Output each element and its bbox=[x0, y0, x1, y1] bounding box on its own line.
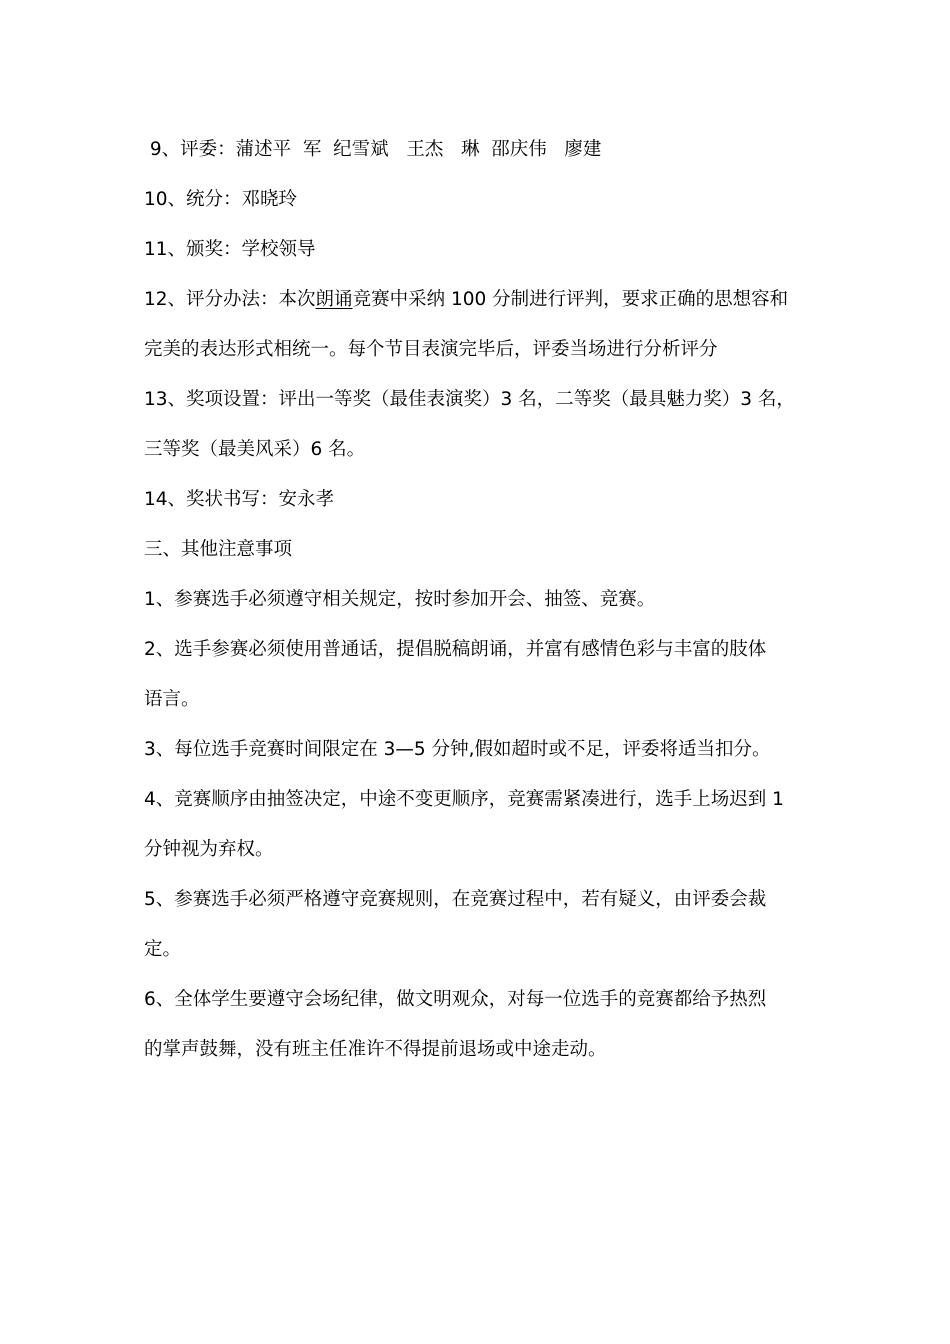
scoring-method-prefix: 12、评分办法：本次 bbox=[144, 289, 316, 310]
rule-3-line: 3、每位选手竞赛时间限定在 3—5 分钟,假如超时或不足，评委将适当扣分。 bbox=[144, 739, 771, 760]
scoring-method-continued-line: 完美的表达形式相统一。每个节目表演完毕后，评委当场进行分析评分 bbox=[144, 339, 718, 360]
rule-6-continued-line: 的掌声鼓舞，没有班主任准许不得提前退场或中途走动。 bbox=[144, 1039, 607, 1060]
rule-4-continued-line: 分钟视为弃权。 bbox=[144, 839, 274, 860]
award-line: 11、颁奖：学校领导 bbox=[144, 239, 316, 260]
rule-6-line: 6、全体学生要遵守会场纪律，做文明观众，对每一位选手的竞赛都给予热烈 bbox=[144, 989, 767, 1010]
rule-2-continued-line: 语言。 bbox=[144, 689, 200, 710]
scoring-method-line bbox=[144, 282, 816, 332]
document-body bbox=[144, 132, 816, 1082]
judges-line: 9、评委：蒲述平 军 纪雪斌 王杰 琳 邵庆伟 廖建 bbox=[144, 139, 602, 160]
certificate-line: 14、奖状书写：安永孝 bbox=[144, 489, 335, 510]
rule-1-line: 1、参赛选手必须遵守相关规定，按时参加开会、抽签、竞赛。 bbox=[144, 589, 656, 610]
scoring-method-underlined-word: 朗诵 bbox=[315, 289, 353, 310]
rule-5-line: 5、参赛选手必须严格遵守竞赛规则，在竞赛过程中，若有疑义，由评委会裁 bbox=[144, 889, 767, 910]
rule-4-line: 4、竞赛顺序由抽签决定，中途不变更顺序，竞赛需紧凑进行，选手上场迟到 1 bbox=[144, 789, 784, 810]
scoring-line: 10、统分：邓晓玲 bbox=[144, 189, 298, 210]
scoring-method-suffix: 竞赛中采纳 100 分制进行评判，要求正确的思想容和 bbox=[352, 289, 789, 310]
prizes-continued-line: 三等奖（最美风采）6 名。 bbox=[144, 439, 366, 460]
section-heading-other-notes: 三、其他注意事项 bbox=[144, 539, 293, 560]
prizes-line: 13、奖项设置：评出一等奖（最佳表演奖）3 名，二等奖（最具魅力奖）3 名， bbox=[144, 389, 795, 410]
rule-2-line: 2、选手参赛必须使用普通话，提倡脱稿朗诵，并富有感情色彩与丰富的肢体 bbox=[144, 639, 767, 660]
rule-5-continued-line: 定。 bbox=[144, 939, 182, 960]
